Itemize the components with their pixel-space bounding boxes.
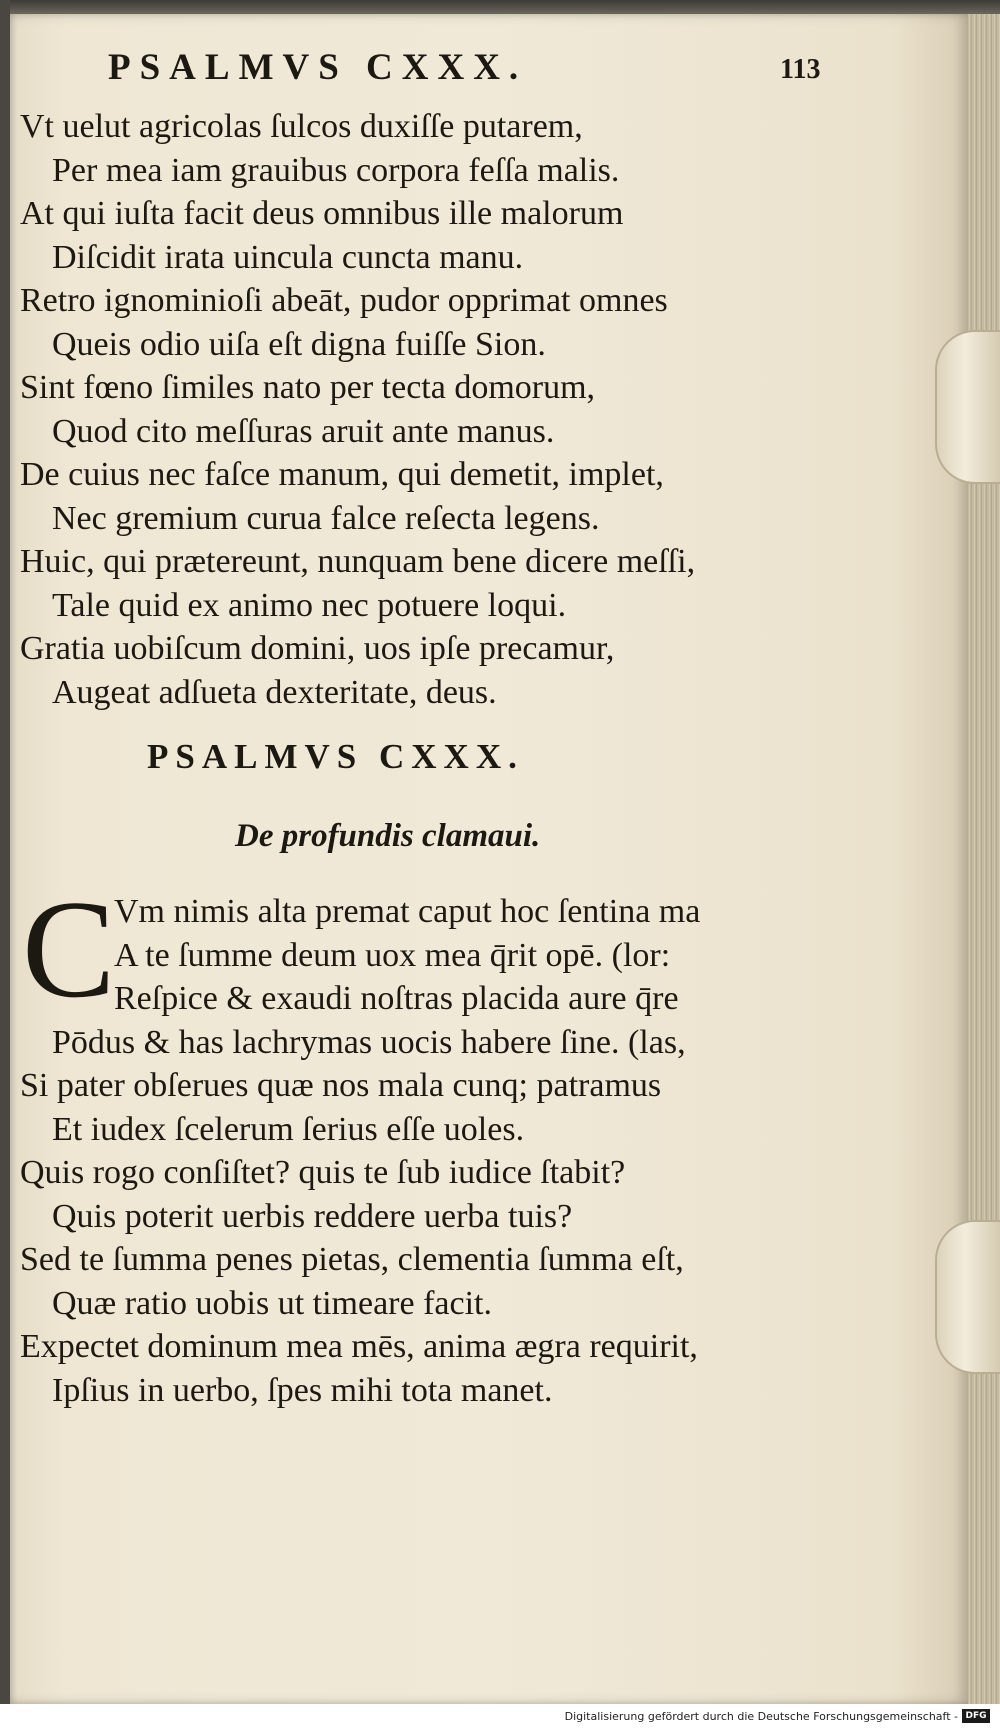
page-stack-edges [968, 14, 1000, 1704]
verse-line: Diſcidit irata uincula cuncta manu. [52, 238, 524, 276]
section-title: PSALMVS CXXX. [147, 737, 524, 776]
verse-line: Retro ignominioſi abeāt, pudor opprimat omnes [20, 282, 668, 319]
verse-line: Pōdus & has lachrymas uocis habere ſine. (las, [52, 1023, 686, 1061]
verse-line: Huic, qui prætereunt, nunquam bene dicere meſſi, [20, 543, 696, 580]
verse-line: Et iudex ſcelerum ſerius eſſe uoles. [52, 1110, 525, 1148]
verse-line: Expectet dominum mea mēs, anima ægra requirit, [20, 1328, 698, 1365]
psalm-incipit: De profundis clamaui. [235, 818, 541, 854]
digitization-credit: Digitalisierung gefördert durch die Deutsche Forschungsgemeinschaft - [564, 1710, 958, 1723]
verse-line: Quod cito meſſuras aruit ante manus. [52, 412, 555, 450]
verse-line: Ipſius in uerbo, ſpes mihi tota manet. [52, 1371, 553, 1409]
verse-block-first [20, 105, 820, 714]
page-clip-lower [935, 1220, 1000, 1374]
page-clip-upper [935, 330, 1000, 484]
verse-line: Gratia uobiſcum domini, uos ipſe precamur, [20, 630, 615, 667]
verse-line: Queis odio uiſa eſt digna fuiſſe Sion. [52, 325, 546, 363]
verse-line: A te ſumme deum uox mea q̄rit opē. (lor: [114, 936, 671, 974]
verse-line: De cuius nec faſce manum, qui demetit, implet, [20, 456, 664, 493]
verse-line: Tale quid ex animo nec potuere loqui. [52, 586, 567, 624]
verse-line: Si pater obſerues quæ nos mala cunq; patramus [20, 1067, 662, 1104]
verse-line: Sint fœno ſimiles nato per tecta domorum, [20, 369, 596, 406]
verse-line: Sed te ſumma penes pietas, clementia ſumma eſt, [20, 1241, 684, 1278]
drop-cap: C [22, 872, 116, 1027]
scan-top-edge [0, 0, 1000, 14]
verse-line: Quis rogo conſiſtet? quis te ſub iudice ſtabit? [20, 1154, 626, 1191]
dfg-logo: DFG [962, 1709, 990, 1723]
verse-line: Nec gremium curua falce reſecta legens. [52, 499, 600, 537]
verse-line: Augeat adſueta dexteritate, deus. [52, 673, 497, 711]
page-number: 113 [780, 54, 821, 85]
verse-line: Quis poterit uerbis reddere uerba tuis? [52, 1197, 573, 1235]
verse-block-psalm [20, 872, 830, 1412]
verse-line: At qui iuſta facit deus omnibus ille malorum [20, 195, 624, 232]
verse-line: Reſpice & exaudi noſtras placida aure q̄re [114, 980, 679, 1017]
scan-left-edge [0, 0, 10, 1733]
verse-line: Per mea iam grauibus corpora feſſa malis. [52, 151, 620, 189]
verse-line: Quæ ratio uobis ut timeare facit. [52, 1284, 492, 1322]
verse-line: Vm nimis alta premat caput hoc ſentina ma [114, 893, 701, 930]
verse-line: Vt uelut agricolas ſulcos duxiſſe putarem, [20, 108, 583, 145]
running-head-title: PSALMVS CXXX. [108, 47, 528, 88]
running-head [108, 46, 928, 96]
